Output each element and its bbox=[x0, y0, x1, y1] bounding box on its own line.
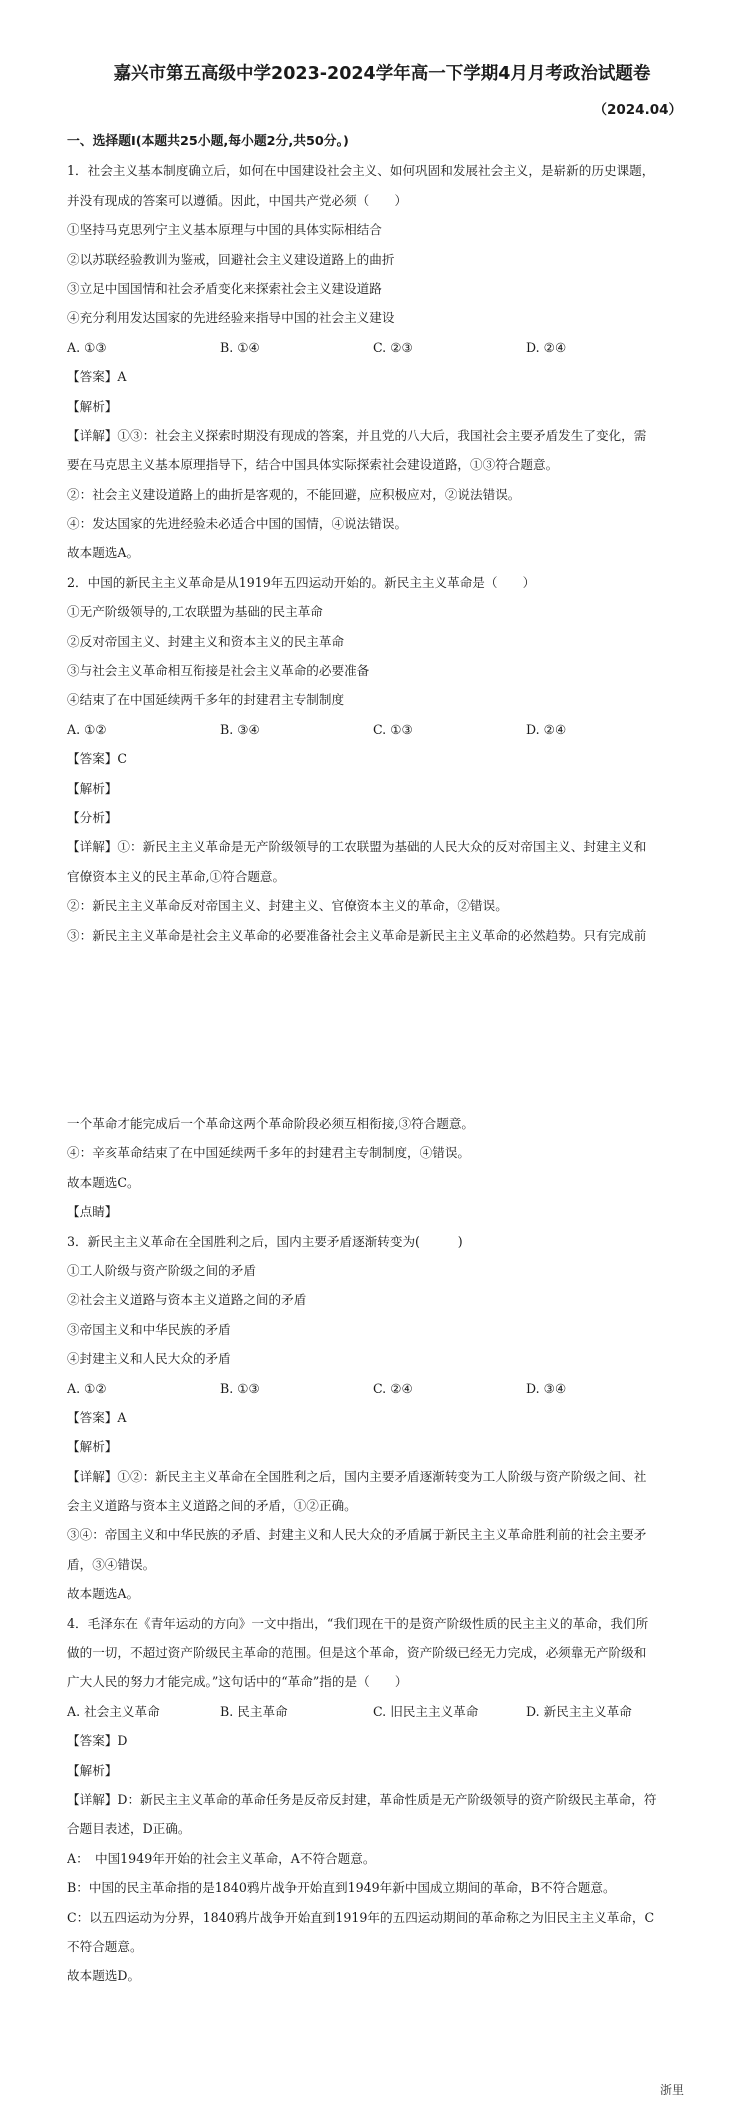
question-2-statement: ③与社会主义革命相互衔接是社会主义革命的必要准备 bbox=[67, 663, 370, 679]
option-d: D. ②④ bbox=[526, 339, 567, 355]
question-1-statement: ④充分利用发达国家的先进经验来指导中国的社会主义建设 bbox=[67, 310, 395, 326]
question-4-stem: 做的一切，不超过资产阶级民主革命的范围。但是这个革命，资产阶级已经无力完成，必须靠无产阶级和 bbox=[67, 1645, 647, 1661]
option-b: B. 民主革命 bbox=[220, 1703, 288, 1719]
question-2-options bbox=[67, 715, 679, 744]
question-2-answer: 【答案】C bbox=[67, 751, 128, 767]
question-4-detail: 【详解】D：新民主主义革命的革命任务是反帝反封建，革命性质是无产阶级领导的资产阶级民主革命，符 bbox=[67, 1791, 657, 1807]
question-1-detail: ④：发达国家的先进经验未必适合中国的国情，④说法错误。 bbox=[67, 516, 408, 532]
question-4-detail: C：以五四运动为分界，1840鸦片战争开始直到1919年的五四运动期间的革命称之为旧民主主义革命，C bbox=[67, 1909, 655, 1925]
question-2-detail: 一个革命才能完成后一个革命这两个革命阶段必须互相衔接,③符合题意。 bbox=[67, 1116, 475, 1131]
option-c: C. ②④ bbox=[373, 1380, 413, 1396]
section-heading: 一、选择题Ⅰ(本题共25小题,每小题2分,共50分。) bbox=[67, 134, 349, 149]
question-1-detail: 【详解】①③：社会主义探索时期没有现成的答案，并且党的八大后，我国社会主要矛盾发生了变化，需 bbox=[67, 427, 647, 443]
option-b: B. ③④ bbox=[220, 721, 260, 737]
question-2-detail: ③：新民主主义革命是社会主义革命的必要准备社会主义革命是新民主主义革命的必然趋势。只有完成前 bbox=[67, 927, 647, 943]
question-3-detail: 会主义道路与资本主义道路之间的矛盾，①②正确。 bbox=[67, 1498, 357, 1514]
question-1-statement: ①坚持马克思列宁主义基本原理与中国的具体实际相结合 bbox=[67, 222, 382, 238]
content-block-lower bbox=[67, 1109, 679, 1991]
option-d: D. 新民主主义革命 bbox=[526, 1703, 632, 1719]
question-4-options bbox=[67, 1697, 679, 1726]
exam-date: （2024.04） bbox=[593, 102, 682, 118]
question-3-options bbox=[67, 1374, 679, 1403]
question-1-stem: 1．社会主义基本制度确立后，如何在中国建设社会主义、如何巩固和发展社会主义，是崭新的历史课题， bbox=[67, 163, 655, 179]
question-1-answer: 【答案】A bbox=[67, 369, 127, 385]
option-d: D. ②④ bbox=[526, 721, 567, 737]
question-2-analysis-label: 【解析】 bbox=[67, 780, 118, 796]
question-4-detail: 不符合题意。 bbox=[67, 1938, 143, 1954]
question-2-statement: ②反对帝国主义、封建主义和资本主义的民主革命 bbox=[67, 633, 345, 649]
question-2-detail: 【详解】①：新民主主义革命是无产阶级领导的工农联盟为基础的人民大众的反对帝国主义、封建主义和 bbox=[67, 839, 647, 855]
question-1-analysis-label: 【解析】 bbox=[67, 398, 118, 414]
question-2-statement: ④结束了在中国延续两千多年的封建君主专制制度 bbox=[67, 692, 345, 708]
option-a: A. ①③ bbox=[67, 339, 107, 355]
question-4-detail: A： 中国1949年开始的社会主义革命，A不符合题意。 bbox=[67, 1850, 376, 1866]
question-3-conclusion: 故本题选A。 bbox=[67, 1586, 140, 1602]
question-2-conclusion: 故本题选C。 bbox=[67, 1174, 140, 1190]
question-1-stem: 并没有现成的答案可以遵循。因此，中国共产党必须（ ） bbox=[67, 192, 408, 208]
question-2-stem: 2．中国的新民主主义革命是从1919年五四运动开始的。新民主主义革命是（ ） bbox=[67, 574, 536, 590]
question-2-fenxi-label: 【分析】 bbox=[67, 809, 118, 825]
question-2-dianjing-label: 【点睛】 bbox=[67, 1204, 118, 1220]
question-1-detail: 要在马克思主义基本原理指导下，结合中国具体实际探索社会建设道路，①③符合题意。 bbox=[67, 457, 559, 473]
option-b: B. ①③ bbox=[220, 1380, 260, 1396]
option-b: B. ①④ bbox=[220, 339, 260, 355]
question-1-conclusion: 故本题选A。 bbox=[67, 545, 140, 561]
question-4-detail: B：中国的民主革命指的是1840鸦片战争开始直到1949年新中国成立期间的革命，B不符合题意。 bbox=[67, 1880, 616, 1896]
question-1-options bbox=[67, 333, 679, 362]
option-a: A. 社会主义革命 bbox=[67, 1703, 160, 1719]
question-3-detail: ③④：帝国主义和中华民族的矛盾、封建主义和人民大众的矛盾属于新民主主义革命胜利前的社会主要矛 bbox=[67, 1527, 647, 1543]
question-3-statement: ④封建主义和人民大众的矛盾 bbox=[67, 1351, 231, 1367]
question-3-statement: ①工人阶级与资产阶级之间的矛盾 bbox=[67, 1262, 256, 1278]
question-4-conclusion: 故本题选D。 bbox=[67, 1968, 141, 1984]
question-2-statement: ①无产阶级领导的,工农联盟为基础的民主革命 bbox=[67, 604, 323, 620]
question-2-detail: 官僚资本主义的民主革命,①符合题意。 bbox=[67, 868, 286, 884]
question-3-statement: ③帝国主义和中华民族的矛盾 bbox=[67, 1321, 231, 1337]
question-2-detail: ④：辛亥革命结束了在中国延续两千多年的封建君主专制制度，④错误。 bbox=[67, 1145, 470, 1161]
question-4-stem: 广大人民的努力才能完成。”这句话中的“革命”指的是（ ） bbox=[67, 1674, 408, 1690]
content-block-upper bbox=[67, 127, 679, 950]
question-3-stem: 3．新民主主义革命在全国胜利之后，国内主要矛盾逐渐转变为( ) bbox=[67, 1233, 463, 1249]
option-c: C. ②③ bbox=[373, 339, 413, 355]
question-1-statement: ②以苏联经验教训为鉴戒，回避社会主义建设道路上的曲折 bbox=[67, 251, 395, 267]
question-3-detail: 盾，③④错误。 bbox=[67, 1556, 156, 1572]
question-3-analysis-label: 【解析】 bbox=[67, 1439, 118, 1455]
option-d: D. ③④ bbox=[526, 1380, 567, 1396]
page-footer: 浙里 bbox=[659, 2083, 684, 2097]
page-title: 嘉兴市第五高级中学2023-2024学年高一下学期4月月考政治试题卷 bbox=[113, 64, 651, 84]
question-1-detail: ②：社会主义建设道路上的曲折是客观的，不能回避，应积极应对，②说法错误。 bbox=[67, 486, 521, 502]
question-3-statement: ②社会主义道路与资本主义道路之间的矛盾 bbox=[67, 1292, 307, 1308]
option-c: C. ①③ bbox=[373, 721, 413, 737]
question-2-detail: ②：新民主主义革命反对帝国主义、封建主义、官僚资本主义的革命，②错误。 bbox=[67, 898, 508, 914]
question-4-stem: 4．毛泽东在《青年运动的方向》一文中指出，“我们现在干的是资产阶级性质的民主主义的革命，我们所 bbox=[67, 1615, 649, 1631]
question-3-answer: 【答案】A bbox=[67, 1409, 127, 1425]
question-4-answer: 【答案】D bbox=[67, 1733, 128, 1749]
option-a: A. ①② bbox=[67, 721, 107, 737]
option-c: C. 旧民主主义革命 bbox=[373, 1703, 479, 1719]
question-4-detail: 合题目表述，D正确。 bbox=[67, 1821, 191, 1837]
question-3-detail: 【详解】①②：新民主主义革命在全国胜利之后，国内主要矛盾逐渐转变为工人阶级与资产阶级之间、社 bbox=[67, 1468, 647, 1484]
question-1-statement: ③立足中国国情和社会矛盾变化来探索社会主义建设道路 bbox=[67, 280, 382, 296]
question-4-analysis-label: 【解析】 bbox=[67, 1762, 118, 1778]
option-a: A. ①② bbox=[67, 1380, 107, 1396]
